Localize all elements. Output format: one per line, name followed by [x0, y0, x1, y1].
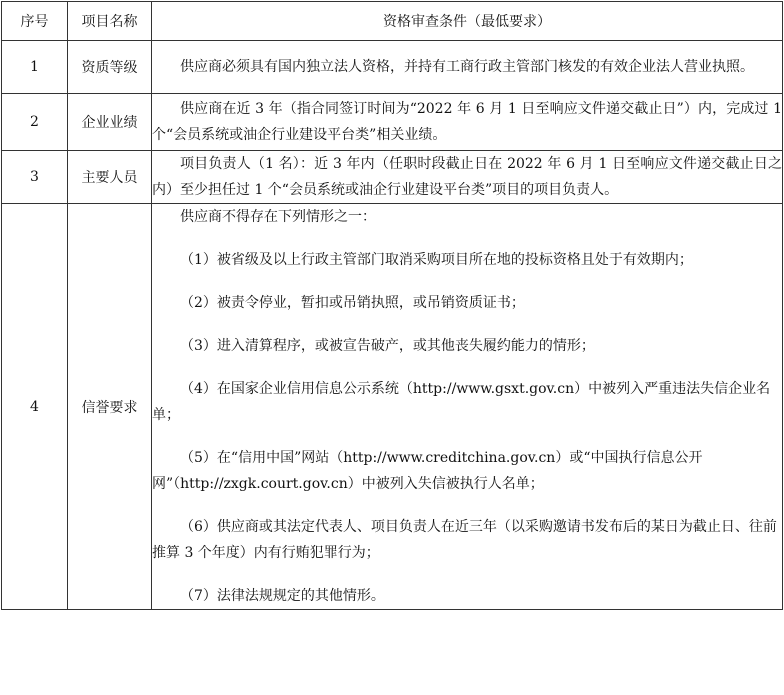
row-condition [152, 94, 783, 151]
row-condition-list [152, 204, 783, 610]
header-index: 序号 [2, 2, 68, 41]
row-index: 4 [2, 204, 68, 610]
condition-item: （1）被省级及以上行政主管部门取消采购项目所在地的投标资格且处于有效期内； [180, 252, 693, 268]
condition-text: 供应商在近 3 年（指合同签订时间为“2022 年 6 月 1 日至响应文件递交截止日”）内，完成过 1 个“会员系统或油企行业建设平台类”相关业绩。 [152, 101, 782, 143]
condition-text: 供应商必须具有国内独立法人资格，并持有工商行政主管部门核发的有效企业法人营业执照。 [180, 59, 754, 75]
header-item-name: 项目名称 [68, 2, 152, 41]
row-item-name: 主要人员 [68, 151, 152, 204]
row-condition [152, 41, 783, 94]
row-item-name: 企业业绩 [68, 94, 152, 151]
table-row [2, 94, 783, 151]
row-index: 2 [2, 94, 68, 151]
condition-item: （7）法律法规规定的其他情形。 [180, 588, 385, 604]
row-item-name: 信誉要求 [68, 204, 152, 610]
row-index: 3 [2, 151, 68, 204]
table-row [2, 204, 783, 610]
table-row [2, 41, 783, 94]
condition-intro: 供应商不得存在下列情形之一： [180, 209, 376, 225]
condition-item: （4）在国家企业信用信息公示系统（http://www.gsxt.gov.cn）中被列入严重违法失信企业名单； [152, 381, 771, 423]
qualification-table [1, 1, 783, 610]
table-row [2, 151, 783, 204]
condition-item: （6）供应商或其法定代表人、项目负责人在近三年（以采购邀请书发布后的某日为截止日、往前推算 3 个年度）内有行贿犯罪行为； [152, 519, 777, 561]
header-condition: 资格审查条件（最低要求） [152, 2, 783, 41]
row-condition [152, 151, 783, 204]
condition-item: （3）进入清算程序，或被宣告破产，或其他丧失履约能力的情形； [180, 338, 595, 354]
row-item-name: 资质等级 [68, 41, 152, 94]
row-index: 1 [2, 41, 68, 94]
condition-item: （5）在“信用中国”网站（http://www.creditchina.gov.cn）或“中国执行信息公开网”（http://zxgk.court.gov.cn）中被列入失信被执行人名单； [152, 450, 703, 492]
condition-text: 项目负责人（1 名）：近 3 年内（任职时段截止日在 2022 年 6 月 1 日至响应文件递交截止日之内）至少担任过 1 个“会员系统或油企行业建设平台类”项目的项目负责人。 [152, 156, 782, 198]
condition-item: （2）被责令停业，暂扣或吊销执照，或吊销资质证书； [180, 295, 525, 311]
table-header-row [2, 2, 783, 41]
